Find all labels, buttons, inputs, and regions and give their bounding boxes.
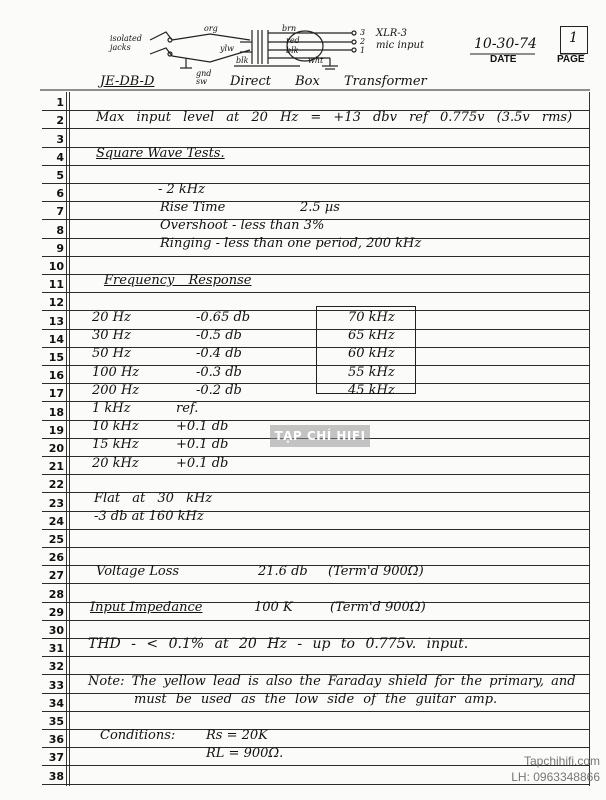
freq-row-value: ref. [176, 401, 199, 416]
label-mic-input: mic input [376, 40, 424, 51]
credit-site: Tapchihifi.com [523, 754, 600, 768]
ruled-line [42, 765, 590, 766]
page-label: PAGE [557, 54, 585, 65]
line-number: 10 [48, 260, 64, 273]
freq-row-value: -0.4 db [196, 346, 242, 361]
line-number: 7 [56, 205, 64, 218]
ruled-line [42, 474, 590, 475]
page-value: 1 [569, 30, 578, 46]
label-brn: brn [282, 24, 297, 33]
note-line-36-value: Rs = 20K [206, 728, 268, 743]
note-line-37: RL = 900Ω. [206, 746, 284, 761]
line-number: 13 [48, 315, 64, 328]
page-header [0, 0, 606, 92]
note-line-8: Overshoot - less than 3% [160, 218, 325, 233]
line-number: 26 [48, 551, 64, 564]
label-ylw: ylw [220, 44, 234, 53]
note-line-2: Max input level at 20 Hz = +13 dbv ref 0.775v (3.5v rms) [96, 110, 573, 125]
line-number: 32 [48, 660, 64, 673]
freq-row-frequency: 30 Hz [92, 328, 131, 343]
margin-line-right [69, 92, 70, 786]
ruled-line [42, 747, 590, 748]
line-number: 15 [48, 351, 64, 364]
ruled-line [42, 711, 590, 712]
freq-row-frequency: 15 kHz [92, 437, 139, 452]
line-number: 38 [48, 770, 64, 783]
line-number: 21 [48, 460, 64, 473]
line-number: 35 [48, 715, 64, 728]
freq-row-frequency: 200 Hz [92, 383, 140, 398]
line-number: 31 [48, 642, 64, 655]
note-line-9: Ringing - less than one period, 200 kHz [160, 236, 422, 251]
watermark-logo: TẠP CHÍ HIFI [270, 425, 370, 447]
line-number: 9 [56, 242, 64, 255]
ruled-line [42, 128, 590, 129]
line-number: 4 [56, 151, 64, 164]
box-value: 65 kHz [348, 328, 395, 343]
freq-row-value: +0.1 db [176, 437, 229, 452]
note-line-27-label: Voltage Loss [96, 564, 180, 579]
line-number: 6 [56, 187, 64, 200]
line-number: 5 [56, 169, 64, 182]
line-number: 27 [48, 569, 64, 582]
margin-line-left [66, 92, 67, 786]
date-label: DATE [490, 54, 517, 65]
ruled-line [42, 656, 590, 657]
note-line-6: - 2 kHz [158, 182, 205, 197]
note-line-7-value: 2.5 µs [300, 200, 340, 215]
line-number: 22 [48, 478, 64, 491]
note-line-34: must be used as the low side of the guitar amp. [134, 692, 498, 707]
note-line-29-label: Input Impedance [90, 600, 203, 615]
label-blk-top: blk [286, 46, 299, 55]
line-number: 11 [48, 278, 64, 291]
page-border-right [589, 92, 590, 786]
note-line-27-value: 21.6 db [258, 564, 308, 579]
ruled-line [42, 583, 590, 584]
freq-row-value: -0.65 db [196, 310, 251, 325]
box-value: 70 kHz [348, 310, 395, 325]
line-number: 17 [48, 387, 64, 400]
line-number: 12 [48, 296, 64, 309]
pin-2: 2 [360, 37, 366, 46]
note-line-29-cond: (Term'd 900Ω) [330, 600, 426, 615]
freq-row-frequency: 50 Hz [92, 346, 131, 361]
ruled-line [42, 784, 590, 785]
label-gnd-sw: gnd sw [196, 69, 212, 86]
ruled-line [42, 292, 590, 293]
ruled-line [42, 256, 590, 257]
freq-row-value: -0.2 db [196, 383, 242, 398]
ruled-line [42, 547, 590, 548]
ruled-line [42, 183, 590, 184]
line-number: 16 [48, 369, 64, 382]
box-value: 45 kHz [348, 383, 395, 398]
line-number: 28 [48, 588, 64, 601]
label-wht: wht [308, 56, 324, 65]
line-number: 1 [56, 96, 64, 109]
credit-phone: LH: 0963348866 [511, 770, 600, 784]
line-number: 24 [48, 515, 64, 528]
pin-1: 1 [360, 46, 366, 55]
note-line-36-label: Conditions: [100, 728, 176, 743]
ruled-line [42, 620, 590, 621]
box-value: 55 kHz [348, 365, 395, 380]
freq-row-frequency: 100 Hz [92, 365, 140, 380]
freq-row-frequency: 1 kHz [92, 401, 131, 416]
freq-row-value: -0.3 db [196, 365, 242, 380]
line-number: 8 [56, 224, 64, 237]
freq-row-frequency: 20 Hz [92, 310, 131, 325]
title-code: JE-DB-D [100, 74, 155, 89]
note-line-11: Frequency Response [104, 273, 252, 288]
line-number: 25 [48, 533, 64, 546]
note-line-27-cond: (Term'd 900Ω) [328, 564, 424, 579]
line-number: 37 [48, 751, 64, 764]
note-line-7-label: Rise Time [160, 200, 226, 215]
freq-row-value: +0.1 db [176, 456, 229, 471]
label-xlr: XLR-3 [376, 28, 408, 39]
note-line-4: Square Wave Tests. [96, 146, 225, 161]
note-line-23: Flat at 30 kHz [94, 491, 213, 506]
date-value: 10-30-74 [474, 36, 537, 52]
note-line-24: -3 db at 160 kHz [94, 509, 204, 524]
label-red: red [286, 36, 300, 45]
line-number: 14 [48, 333, 64, 346]
freq-row-value: +0.1 db [176, 419, 229, 434]
line-number: 30 [48, 624, 64, 637]
note-line-29-value: 100 K [254, 600, 293, 615]
line-number: 18 [48, 406, 64, 419]
freq-row-value: -0.5 db [196, 328, 242, 343]
line-number: 29 [48, 606, 64, 619]
line-number: 20 [48, 442, 64, 455]
line-number: 23 [48, 497, 64, 510]
line-number: 2 [56, 114, 64, 127]
freq-row-frequency: 10 kHz [92, 419, 139, 434]
note-line-33: Note: The yellow lead is also the Faraday shield for the primary, and [88, 674, 576, 689]
ruled-line [42, 529, 590, 530]
label-isolated-jacks: isolated jacks [110, 34, 142, 52]
line-number: 19 [48, 424, 64, 437]
box-value: 60 kHz [348, 346, 395, 361]
label-blk-bottom: blk [236, 56, 249, 65]
ruled-line [42, 165, 590, 166]
title-text: Direct Box Transformer [230, 74, 427, 89]
note-line-31: THD - < 0.1% at 20 Hz - up to 0.775v. input. [88, 636, 469, 652]
pin-3: 3 [360, 28, 366, 37]
line-number: 3 [56, 133, 64, 146]
label-org: org [204, 24, 218, 33]
line-number: 33 [48, 679, 64, 692]
line-number: 36 [48, 733, 64, 746]
line-number: 34 [48, 697, 64, 710]
freq-row-frequency: 20 kHz [92, 456, 139, 471]
